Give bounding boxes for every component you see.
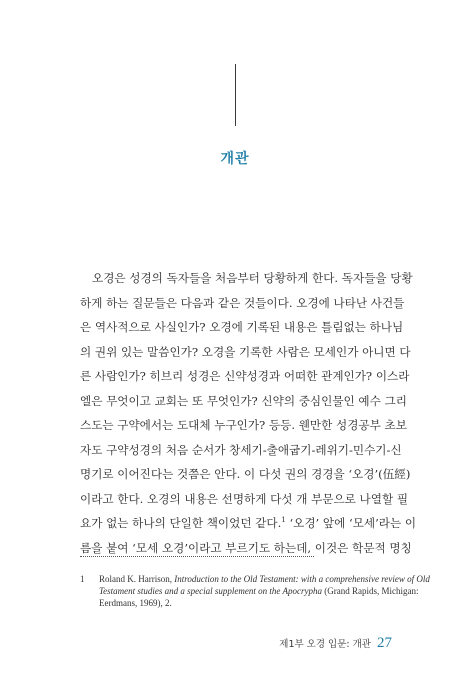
footnote-line (99, 585, 419, 597)
footer-section-title: 제1부 오경 입문: 개관 (279, 639, 371, 650)
vertical-rule (235, 64, 236, 126)
footnote-number: 1 (80, 574, 85, 584)
chapter-title: 개관 (220, 151, 250, 167)
footnote-divider (80, 556, 314, 557)
running-footer (279, 635, 392, 652)
footnote-publisher: (Grand Rapids, Michigan: (321, 586, 419, 596)
body-line-text: ‘오경’ 앞에 ‘모세’라는 이 (285, 516, 417, 530)
footnote-text (99, 573, 430, 609)
footnote-line: Eerdmans, 1969), 2. (99, 598, 172, 608)
body-line: 오경은 성경의 독자들을 처음부터 당황하게 한다. 독자들을 당황 (92, 271, 413, 285)
body-line (80, 511, 417, 536)
body-line: 은 역사적으로 사실인가? 오경에 기록된 내용은 틀림없는 하나님 (80, 320, 404, 334)
body-line: 하게 하는 질문들은 다음과 같은 것들이다. 오경에 나타난 사건들 (80, 295, 405, 310)
page-number: 27 (377, 635, 392, 651)
body-line: 의 권위 있는 말씀인가? 오경을 기록한 사람은 모세인가 아니면 다 (80, 344, 411, 359)
footnote (80, 573, 430, 609)
body-line: 명기로 이어진다는 것쯤은 안다. 이 다섯 권의 경경을 ‘오경’(伍經) (80, 467, 411, 481)
body-line: 스도는 구약에서는 도대체 누구인가? 등등. 웬만한 성경공부 초보 (80, 418, 407, 432)
body-line: 름을 붙여 ‘모세 오경’이라고 부르기도 하는데, 이것은 학문적 명칭 (80, 540, 412, 555)
body-line: 른 사람인가? 히브리 성경은 신약성경과 어떠한 관계인가? 이스라 (80, 369, 410, 383)
footnote-author: Roland K. Harrison, (99, 574, 175, 584)
footnote-book-title: Testament studies and a special supplement on the Apocrypha (99, 586, 322, 596)
body-line: 자도 구약성경의 처음 순서가 창세기-출애굽기-레위기-민수기-신 (80, 442, 402, 457)
body-line: 엘은 무엇이고 교회는 또 무엇인가? 신약의 중심인물인 예수 그리 (80, 393, 407, 408)
footnote-marker: 1 (281, 516, 286, 524)
footnote-line (99, 573, 430, 585)
footnote-book-title: Introduction to the Old Testament: with a comprehensive review of Old (174, 574, 430, 584)
body-line-text: 요가 없는 하나의 단일한 책이었던 같다. (80, 516, 282, 530)
body-text (80, 266, 417, 560)
body-line: 이라고 한다. 오경의 내용은 선명하게 다섯 개 부문으로 나열할 필 (80, 491, 409, 506)
